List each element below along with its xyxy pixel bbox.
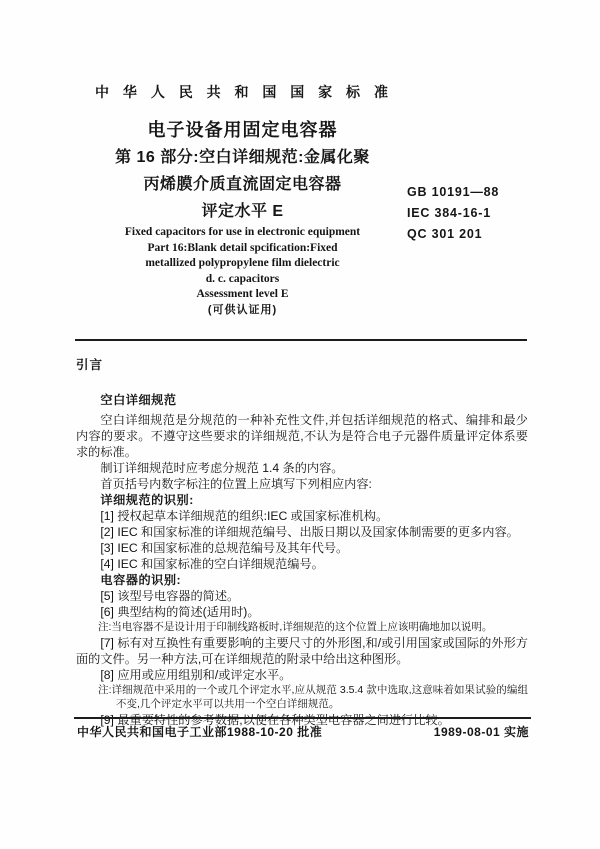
title-zh-line-3: 丙烯膜介质直流固定电容器	[143, 176, 342, 193]
title-en-line-2: Part 16:Blank detail spcification:Fixed	[147, 241, 338, 254]
certification-note: (可供认证用)	[207, 303, 278, 316]
standard-code-iec: IEC 384-16-1	[407, 206, 491, 220]
paragraph-consider: 制订详细规范时应考虑分规范 1.4 条的内容。	[100, 461, 344, 475]
footer-divider-rule	[74, 717, 531, 719]
paragraph-firstpage: 首页括号内数字标注的位置上应填写下列相应内容:	[100, 477, 372, 491]
footer	[77, 723, 529, 740]
title-en-line-1: Fixed capacitors for use in electronic equipment	[124, 226, 361, 238]
national-standard-header: 中 华 人 民 共 和 国 国 家 标 准	[95, 84, 393, 100]
title-block-zh	[70, 116, 415, 225]
document-body	[76, 392, 528, 728]
list-item-7: [7] 标有对互换性有重要影响的主要尺寸的外形图,和/或引用国家或国际的外形方面的文件。另一种方法,可在详细规范的附录中给出这种图形。	[76, 635, 528, 666]
heading-capacitor-identification: 电容器的识别:	[100, 573, 182, 587]
note-2-text: 注:详细规范中采用的一个或几个评定水平,应从规范 3.5.4 款中选取,这意味着如果试验的编组不变,几个评定水平可以共用一个空白详细规范。	[98, 683, 528, 710]
title-zh-line-4: 评定水平 E	[201, 203, 284, 220]
note-1-text: 注:当电容器不是设计用于印制线路板时,详细规范的这个位置上应该明确地加以说明。	[98, 621, 493, 633]
footer-implementation-text: 1989-08-01 实施	[433, 725, 529, 739]
title-zh-line-2: 第 16 部分:空白详细规范:金属化聚	[115, 149, 370, 166]
section-heading: 空白详细规范	[100, 393, 177, 407]
footer-approval-text: 中华人民共和国电子工业部1988-10-20 批准	[77, 725, 323, 739]
list-item-4: [4] IEC 和国家标准的空白详细规范编号。	[100, 557, 324, 571]
standard-code-gb: GB 10191—88	[407, 185, 500, 199]
list-item-2: [2] IEC 和国家标准的详细规范编号、出版日期以及国家体制需要的更多内容。	[100, 525, 519, 539]
note-2	[76, 683, 528, 712]
title-en-line-4: d. c. capacitors	[205, 272, 280, 285]
standard-code-block	[407, 182, 499, 245]
note-1	[76, 620, 528, 635]
heading-spec-identification: 详细规范的识别:	[100, 493, 194, 507]
list-item-8: [8] 应用或应用组别和/或评定水平。	[100, 667, 292, 682]
paragraph-definition: 空白详细规范是分规范的一种补充性文件,并包括详细规范的格式、编排和最少内容的要求。不遵守这些要求的详细规范,不认为是符合电子元器件质量评定体系要求的标准。	[76, 413, 528, 459]
title-zh-line-1: 电子设备用固定电容器	[147, 120, 338, 140]
list-item-6: [6] 典型结构的简述(适用时)。	[100, 605, 260, 619]
list-item-3: [3] IEC 和国家标准的总规范编号及其年代号。	[100, 541, 349, 555]
list-item-1: [1] 授权起草本详细规范的组织:IEC 或国家标准机构。	[100, 509, 389, 523]
standard-code-qc: QC 301 201	[407, 227, 483, 241]
intro-heading: 引言	[76, 358, 104, 372]
title-en-line-5: Assessment level E	[196, 288, 289, 300]
title-divider-rule	[75, 339, 527, 341]
title-block-en	[70, 225, 415, 318]
title-en-line-3: metallized polypropylene film dielectric	[145, 257, 340, 269]
list-item-9: [9] 最重要特性的参考数据,以便在各种类型电容器之间进行比较。	[100, 712, 450, 727]
list-item-5: [5] 该型号电容器的简述。	[100, 589, 240, 603]
